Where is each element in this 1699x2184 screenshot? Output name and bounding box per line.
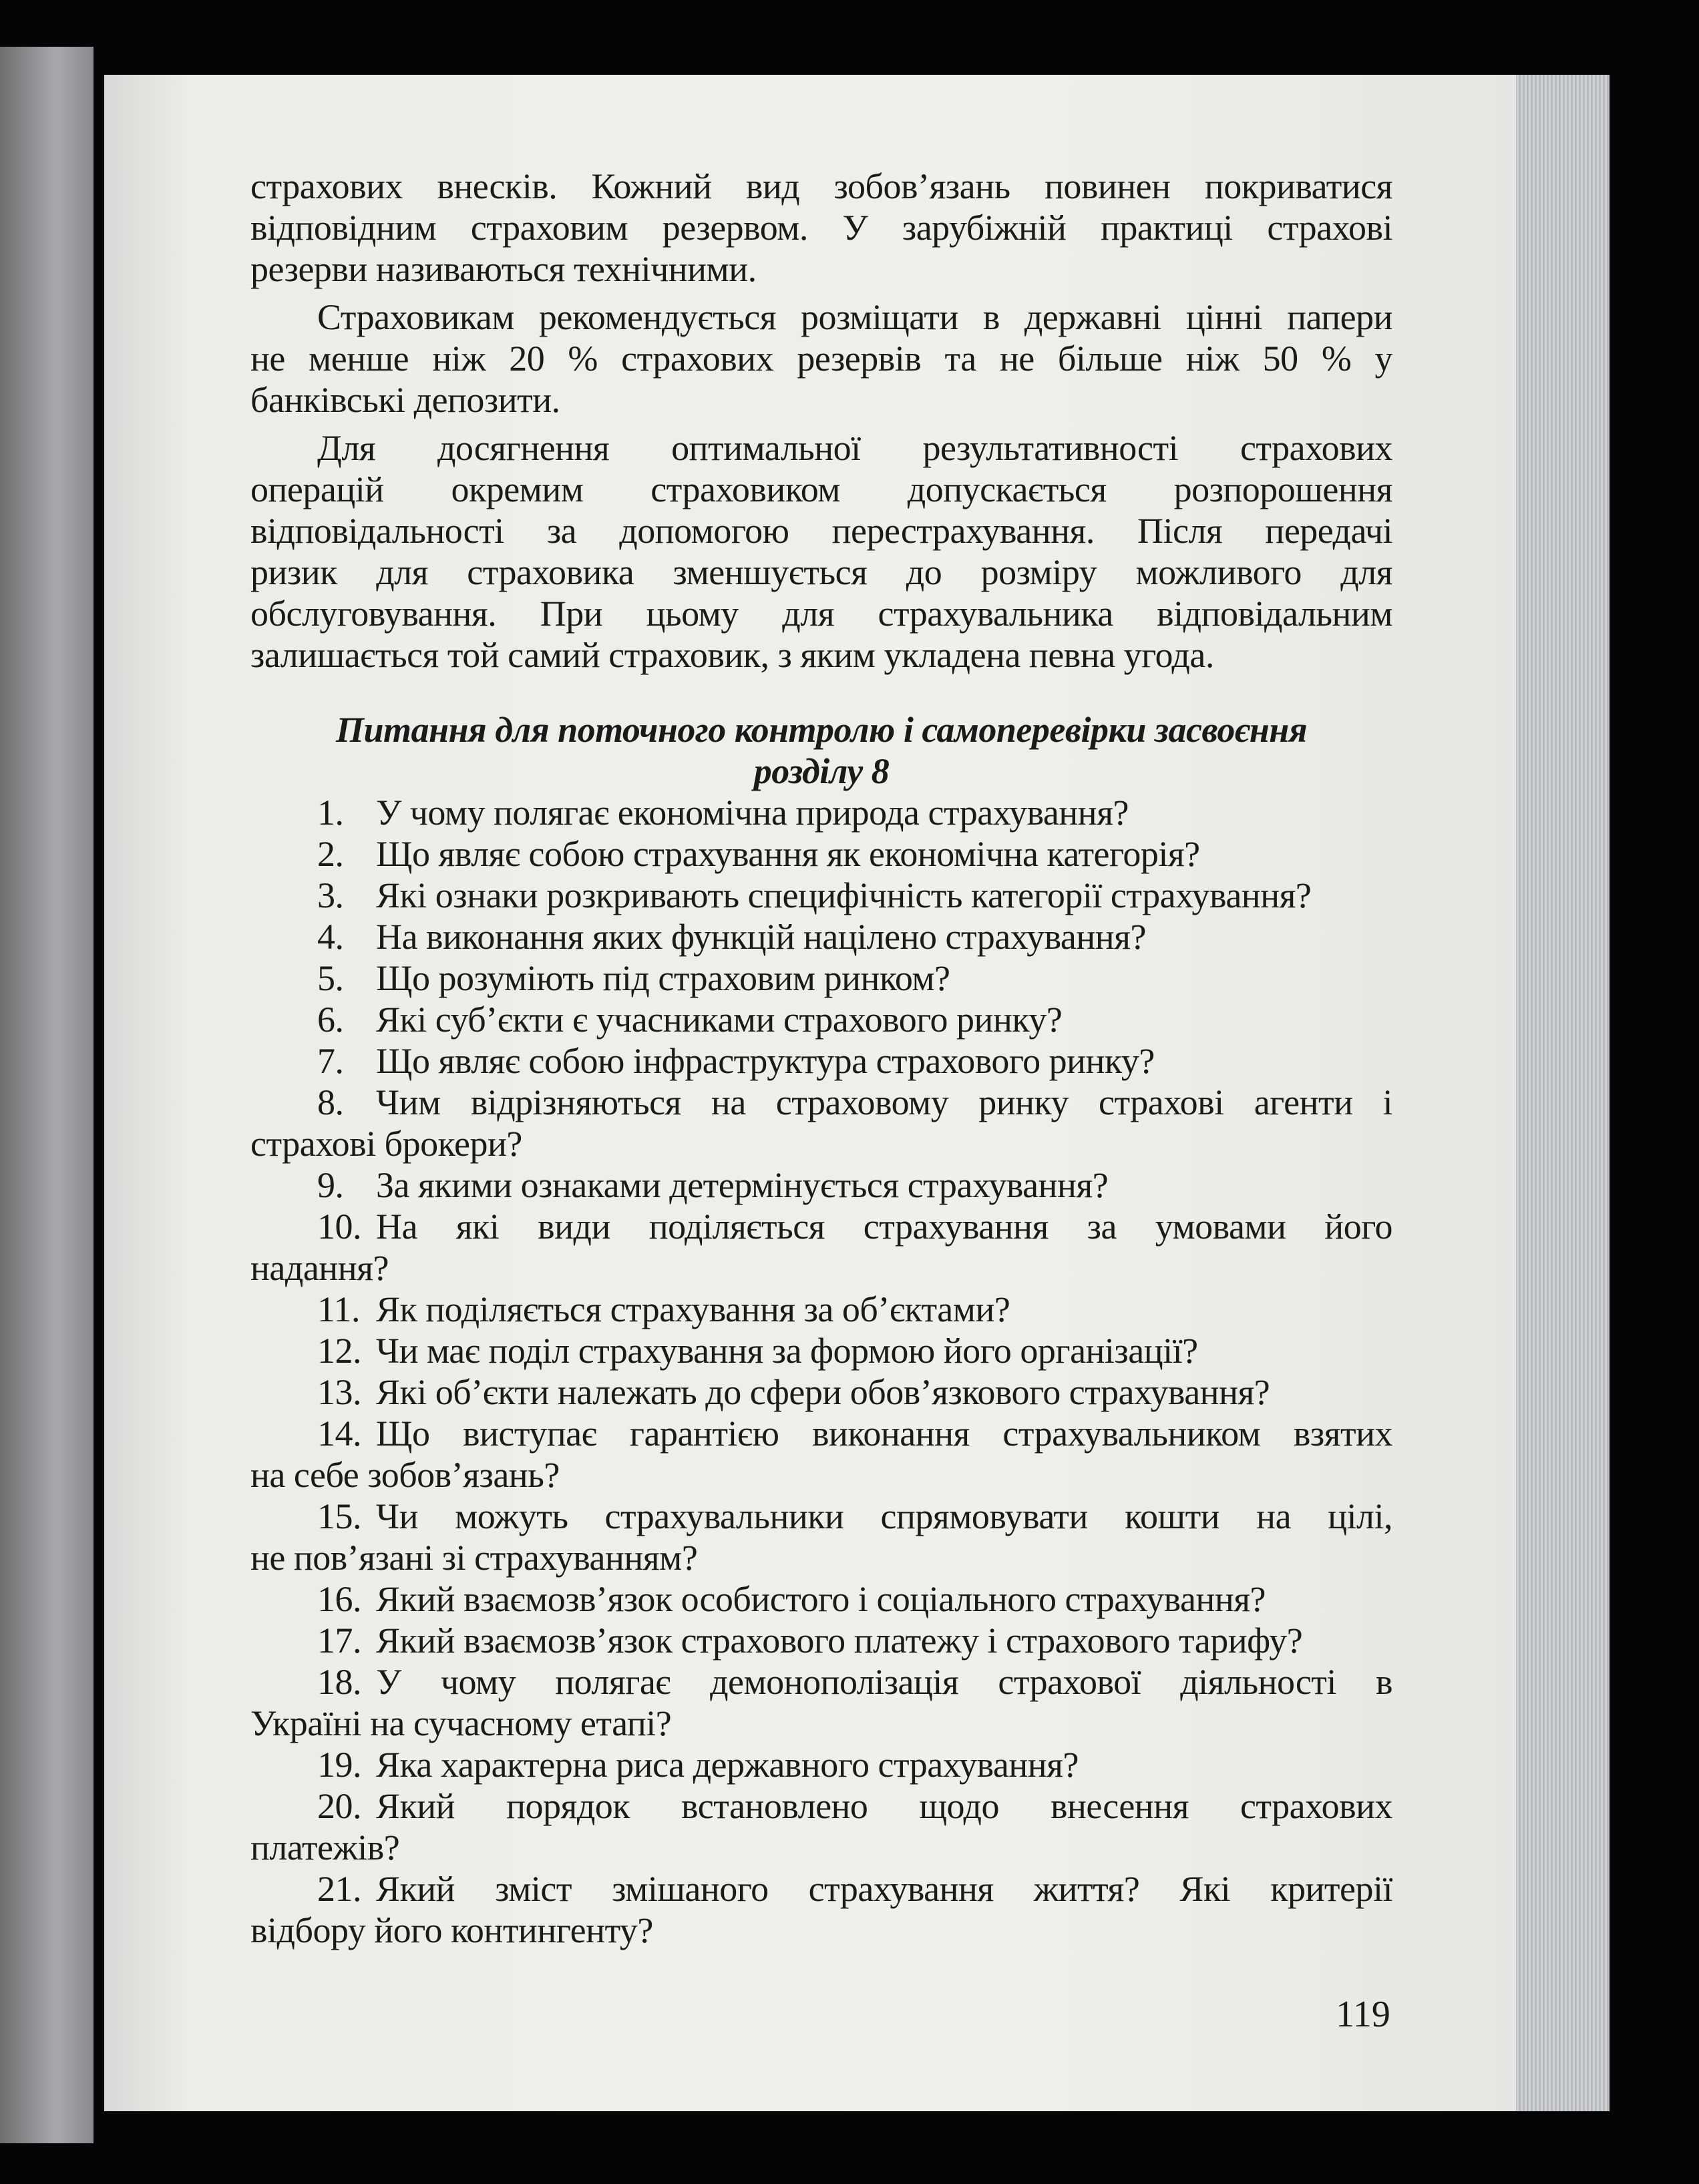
question-item xyxy=(250,1206,1392,1289)
paragraph xyxy=(250,427,1392,676)
question-item xyxy=(250,1785,1392,1868)
question-line: відбору його контингенту? xyxy=(250,1910,653,1950)
question-line xyxy=(250,1744,1392,1785)
question-item xyxy=(250,792,1392,833)
question-number: 20. xyxy=(317,1786,361,1826)
text-line: банківські депозити. xyxy=(250,380,560,420)
question-line xyxy=(250,1330,1392,1371)
question-number: 15. xyxy=(317,1496,361,1536)
question-item xyxy=(250,999,1392,1040)
question-text: У чому полягає демонополізація страхової діяльності в xyxy=(376,1662,1392,1702)
question-line xyxy=(250,1496,1392,1537)
question-line: на себе зобов’язань? xyxy=(250,1455,560,1495)
question-line xyxy=(250,1661,1392,1703)
question-number: 8. xyxy=(317,1082,344,1122)
question-text: Який порядок встановлено щодо внесення страхових xyxy=(376,1786,1392,1826)
question-number: 10. xyxy=(317,1207,361,1247)
body-text xyxy=(250,166,1392,676)
question-line: страхові брокери? xyxy=(250,1124,522,1164)
question-item xyxy=(250,1330,1392,1371)
question-number: 11. xyxy=(317,1289,360,1329)
question-line xyxy=(250,1371,1392,1413)
question-number: 3. xyxy=(317,875,344,915)
question-text: Чи має поділ страхування за формою його організації? xyxy=(376,1331,1198,1371)
question-text: Що виступає гарантією виконання страхувальником взятих xyxy=(376,1413,1392,1454)
question-number: 7. xyxy=(317,1041,344,1081)
text-line: обслуговування. При цьому для страхувальника відповідальним xyxy=(250,594,1392,634)
question-item xyxy=(250,833,1392,875)
page-text xyxy=(250,166,1392,1951)
question-text: На виконання яких функцій націлено страхування? xyxy=(376,917,1146,957)
question-text: На які види поділяється страхування за умовами його xyxy=(376,1207,1392,1247)
question-number: 18. xyxy=(317,1662,361,1702)
question-number: 4. xyxy=(317,917,344,957)
page-stack-edge xyxy=(1516,75,1610,2111)
section-heading xyxy=(250,709,1392,792)
paragraph xyxy=(250,296,1392,421)
question-text: Який взаємозв’язок страхового платежу і страхового тарифу? xyxy=(376,1620,1303,1661)
question-text: Що являє собою страхування як економічна категорія? xyxy=(376,834,1200,874)
question-line xyxy=(250,1785,1392,1827)
question-item xyxy=(250,1164,1392,1206)
question-number: 16. xyxy=(317,1579,361,1619)
question-item xyxy=(250,1082,1392,1164)
question-line xyxy=(250,833,1392,875)
question-line xyxy=(250,1040,1392,1082)
question-item xyxy=(250,916,1392,957)
question-item xyxy=(250,1661,1392,1744)
question-text: Чи можуть страхувальники спрямовувати кошти на цілі, xyxy=(376,1496,1392,1536)
question-text: Який взаємозв’язок особистого і соціального страхування? xyxy=(376,1579,1266,1619)
question-line xyxy=(250,1082,1392,1123)
question-item xyxy=(250,1620,1392,1661)
paragraph xyxy=(250,166,1392,290)
question-item xyxy=(250,957,1392,999)
question-line xyxy=(250,999,1392,1040)
question-text: Що розуміють під страховим ринком? xyxy=(376,958,950,998)
question-text: Як поділяється страхування за об’єктами? xyxy=(376,1289,1010,1329)
text-line: Для досягнення оптимальної результативності страхових xyxy=(317,428,1392,468)
question-line xyxy=(250,875,1392,916)
question-line: платежів? xyxy=(250,1827,400,1868)
heading-line: розділу 8 xyxy=(753,751,890,791)
question-number: 5. xyxy=(317,958,344,998)
text-line: залишається той самий страховик, з яким укладена певна угода. xyxy=(250,635,1214,675)
question-text: Які ознаки розкривають специфічність категорії страхування? xyxy=(376,875,1312,915)
question-number: 13. xyxy=(317,1372,361,1412)
question-line: Україні на сучасному етапі? xyxy=(250,1703,672,1743)
question-line xyxy=(250,1578,1392,1620)
text-line: відповідальності за допомогою перестрахування. Після передачі xyxy=(250,511,1392,551)
text-line: відповідним страховим резервом. У зарубіжній практиці страхові xyxy=(250,208,1392,248)
question-number: 12. xyxy=(317,1331,361,1371)
question-item xyxy=(250,1371,1392,1413)
question-number: 2. xyxy=(317,834,344,874)
question-line xyxy=(250,1413,1392,1454)
question-line xyxy=(250,1620,1392,1661)
question-number: 9. xyxy=(317,1165,344,1205)
text-line: страхових внесків. Кожний вид зобов’язань повинен покриватися xyxy=(250,166,1392,206)
question-item xyxy=(250,1289,1392,1330)
question-number: 17. xyxy=(317,1620,361,1661)
question-number: 14. xyxy=(317,1413,361,1454)
question-item xyxy=(250,1496,1392,1578)
question-text: Які суб’єкти є учасниками страхового ринку? xyxy=(376,1000,1063,1040)
text-line: резерви називаються технічними. xyxy=(250,249,757,289)
page-number: 119 xyxy=(1336,1994,1390,2035)
question-text: У чому полягає економічна природа страхування? xyxy=(376,793,1129,833)
heading-line: Питання для поточного контролю і самоперевірки засвоєння xyxy=(335,710,1308,750)
question-line xyxy=(250,792,1392,833)
question-number: 1. xyxy=(317,793,344,833)
question-line xyxy=(250,916,1392,957)
question-number: 19. xyxy=(317,1745,361,1785)
question-number: 6. xyxy=(317,1000,344,1040)
question-item xyxy=(250,1744,1392,1785)
text-line: операцій окремим страховиком допускається розпорошення xyxy=(250,469,1392,509)
adjacent-page-edge xyxy=(0,47,93,2143)
question-text: Які об’єкти належать до сфери обов’язкового страхування? xyxy=(376,1372,1270,1412)
text-line: Страховикам рекомендується розміщати в державні цінні папери xyxy=(317,297,1392,337)
question-item xyxy=(250,1868,1392,1951)
question-text: Яка характерна риса державного страхування? xyxy=(376,1745,1079,1785)
question-item xyxy=(250,1413,1392,1496)
question-text: Який зміст змішаного страхування життя? Які критерії xyxy=(376,1869,1392,1909)
question-item xyxy=(250,875,1392,916)
question-line: надання? xyxy=(250,1248,389,1288)
question-line xyxy=(250,1289,1392,1330)
text-line: ризик для страховика зменшується до розміру можливого для xyxy=(250,552,1392,592)
text-line: не менше ніж 20 % страхових резервів та не більше ніж 50 % у xyxy=(250,339,1392,379)
question-text: Що являє собою інфраструктура страхового ринку? xyxy=(376,1041,1155,1081)
question-text: Чим відрізняються на страховому ринку страхові агенти і xyxy=(376,1082,1392,1122)
question-line: не пов’язані зі страхуванням? xyxy=(250,1538,698,1578)
question-item xyxy=(250,1578,1392,1620)
question-line xyxy=(250,1868,1392,1910)
question-text: За якими ознаками детермінується страхування? xyxy=(376,1165,1109,1205)
question-item xyxy=(250,1040,1392,1082)
question-line xyxy=(250,957,1392,999)
question-line xyxy=(250,1206,1392,1247)
question-number: 21. xyxy=(317,1869,361,1909)
question-line xyxy=(250,1164,1392,1206)
question-list xyxy=(250,792,1392,1951)
